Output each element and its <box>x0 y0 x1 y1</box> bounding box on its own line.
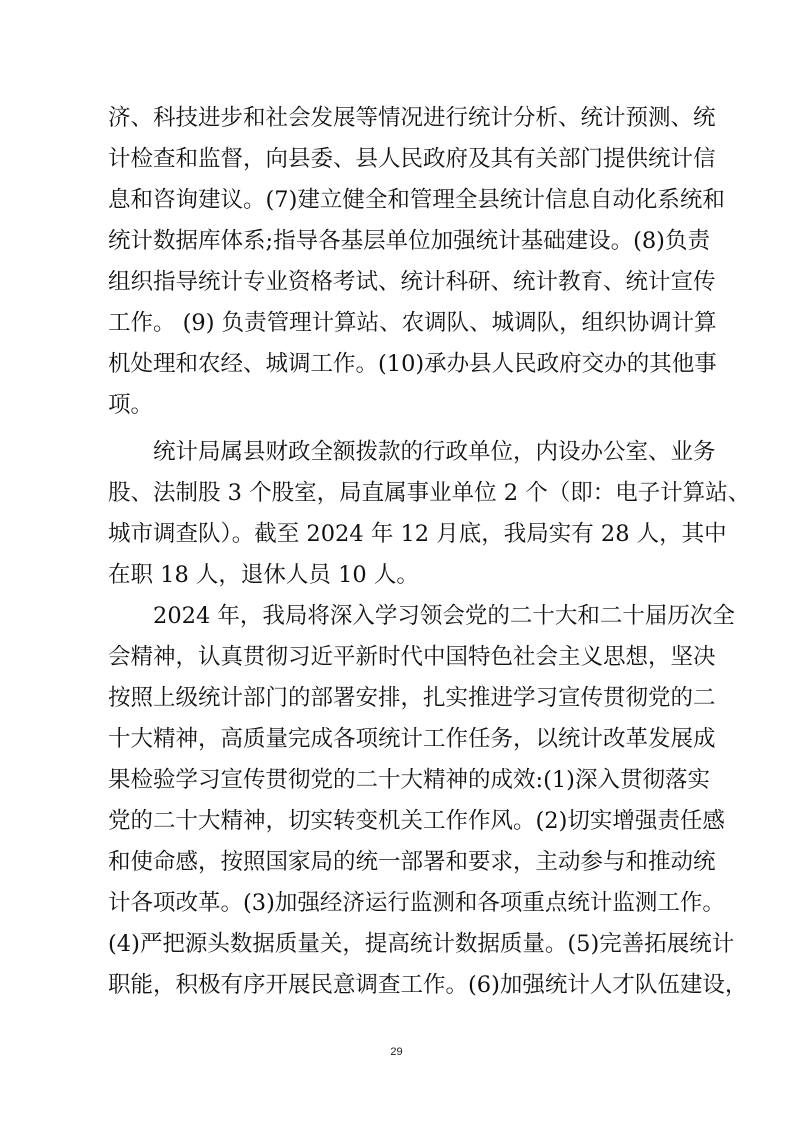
page-number: 29 <box>390 1046 403 1058</box>
paragraph-1-line-7: 机处理和农经、城调工作。(10)承办县人民政府交办的其他事 <box>108 351 717 377</box>
paragraph-1-line-4: 统计数据库体系;指导各基层单位加强统计基础建设。(8)负责 <box>108 228 710 254</box>
paragraph-2-line-2: 股、法制股 3 个股室，局直属事业单位 2 个（即：电子计算站、 <box>108 480 751 506</box>
paragraph-2-line-4: 在职 18 人，退休人员 10 人。 <box>108 562 419 588</box>
paragraph-3-line-1: 2024 年，我局将深入学习领会党的二十大和二十届历次全 <box>153 603 735 629</box>
paragraph-3-line-2: 会精神，认真贯彻习近平新时代中国特色社会主义思想，坚决 <box>108 644 716 670</box>
paragraph-3-line-5: 果检验学习宣传贯彻党的二十大精神的成效:(1)深入贯彻落实 <box>108 767 710 793</box>
paragraph-1-line-8: 项。 <box>108 392 154 418</box>
paragraph-1-line-5: 组织指导统计专业资格考试、统计科研、统计教育、统计宣传 <box>108 269 716 295</box>
paragraph-1-line-6: 工作。 (9) 负责管理计算站、农调队、城调队，组织协调计算 <box>108 310 717 336</box>
paragraph-3-line-10: 职能，积极有序开展民意调查工作。(6)加强统计人才队伍建设， <box>108 972 748 998</box>
paragraph-1-line-3: 息和咨询建议。(7)建立健全和管理全县统计信息自动化系统和 <box>108 187 725 213</box>
paragraph-3-line-3: 按照上级统计部门的部署安排，扎实推进学习宣传贯彻党的二 <box>108 685 716 711</box>
paragraph-3-line-6: 党的二十大精神，切实转变机关工作作风。(2)切实增强责任感 <box>108 808 725 834</box>
paragraph-3-line-9: (4)严把源头数据质量关，提高统计数据质量。(5)完善拓展统计 <box>108 931 735 957</box>
paragraph-3-line-8: 计各项改革。(3)加强经济运行监测和各项重点统计监测工作。 <box>108 890 725 916</box>
paragraph-1-line-1: 济、科技进步和社会发展等情况进行统计分析、统计预测、统 <box>108 105 716 131</box>
paragraph-2-line-1: 统计局属县财政全额拨款的行政单位，内设办公室、业务 <box>153 439 716 465</box>
paragraph-3-line-7: 和使命感，按照国家局的统一部署和要求，主动参与和推动统 <box>108 849 716 875</box>
paragraph-1-line-2: 计检查和监督，向县委、县人民政府及其有关部门提供统计信 <box>108 146 716 172</box>
paragraph-3-line-4: 十大精神，高质量完成各项统计工作任务，以统计改革发展成 <box>108 726 716 752</box>
paragraph-2-line-3: 城市调查队）。截至 2024 年 12 月底，我局实有 28 人，其中 <box>108 521 727 547</box>
